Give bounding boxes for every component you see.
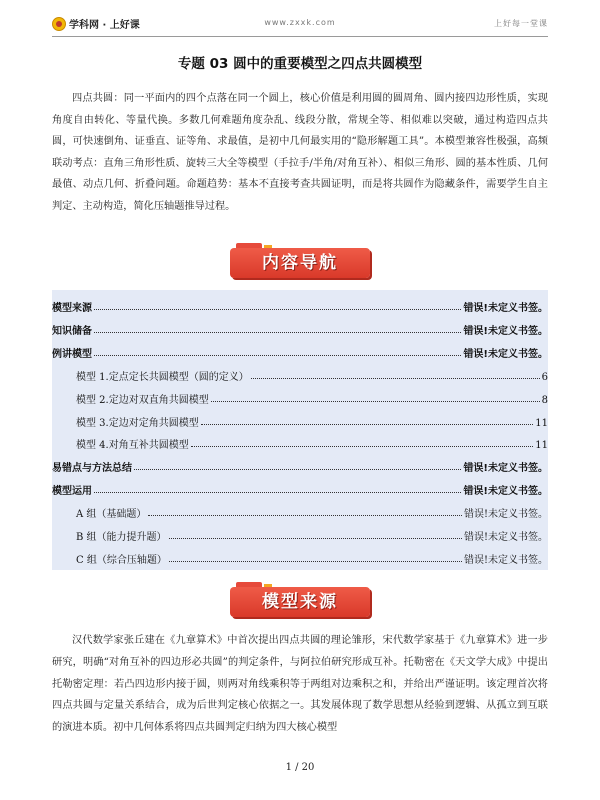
toc-entry-page: 错误!未定义书签。 — [463, 532, 548, 543]
toc-dot-leader — [169, 561, 462, 562]
toc-entry[interactable] — [52, 546, 548, 566]
toc-dot-leader — [94, 332, 461, 333]
toc-entry-page: 错误!未定义书签。 — [463, 463, 548, 475]
toc-entry[interactable] — [52, 317, 548, 337]
toc-entry-label: 模型来源 — [52, 303, 92, 314]
toc-entry-label: 知识储备 — [52, 325, 92, 337]
site-url[interactable]: www.zxxk.com — [264, 18, 336, 27]
toc-dot-leader — [169, 538, 462, 539]
toc-banner — [230, 248, 370, 278]
toc-entry-page: 错误!未定义书签。 — [463, 303, 548, 314]
toc-dot-leader — [134, 469, 461, 470]
toc-entry-page: 错误!未定义书签。 — [463, 509, 548, 521]
table-of-contents — [52, 290, 548, 570]
toc-entry[interactable] — [52, 294, 548, 314]
toc-entry-label: A 组（基础题） — [76, 509, 147, 521]
source-banner — [230, 587, 370, 617]
toc-entry[interactable] — [52, 409, 548, 429]
toc-entry-page: 错误!未定义书签。 — [463, 325, 548, 337]
toc-entry-label: C 组（综合压轴题） — [76, 554, 167, 566]
toc-entry-page: 11 — [535, 440, 548, 452]
toc-entry-label: 模型 2.定边对双直角共圆模型 — [76, 394, 209, 406]
page-header — [52, 14, 548, 36]
source-paragraph: 汉代数学家张丘建在《九章算术》中首次提出四点共圆的理论雏形，宋代数学家基于《九章算术》进一步研究，明确“对角互补的四边形必共圆”的判定条件，与阿拉伯研究形成互补。托勒密在《天文学大成》中提出托勒密定理：若凸四边形内接于圆，则两对角线乘积等于两组对边乘积之和，并给出严谨证明。该定理首次将四点共圆与定量关系结合，成为后世判定核心依据之一。其发展体现了数学思想从经验到逻辑、从孤立到互联的演进本质。初中几何体系将四点共圆判定归纳为四大核心模型 — [52, 635, 548, 734]
toc-entry-page: 6 — [541, 371, 548, 383]
toc-entry-page: 错误!未定义书签。 — [463, 486, 548, 498]
intro-paragraph: 四点共圆：同一平面内的四个点落在同一个圆上，核心价值是利用圆的圆周角、圆内接四边形性质，实现角度自由转化、等量代换。多数几何难题角度杂乱、线段分散，常规全等、相似难以突破，通过构造四点共圆，可快速倒角、证垂直、证等角、求最值，是初中几何最实用的“隐形解题工具”。本模型兼容性极强，高频联动考点：直角三角形性质、旋转三大全等模型（手拉手/半角/对角互补）、相似三角形、圆的基本性质、几何最值、动点几何、折叠问题。命题趋势：基本不直接考查共圆证明，而是将共圆作为隐藏条件，需要学生自主判定、主动构造，简化压轴题推导过程。 — [52, 93, 548, 212]
toc-dot-leader — [191, 446, 534, 447]
toc-entry[interactable] — [52, 454, 548, 474]
toc-entry[interactable] — [52, 386, 548, 406]
toc-entry-page: 错误!未定义书签。 — [463, 348, 548, 360]
toc-dot-leader — [211, 401, 540, 402]
toc-entry[interactable] — [52, 431, 548, 451]
document-title: 专题 03 圆中的重要模型之四点共圆模型 — [177, 56, 423, 72]
toc-dot-leader — [148, 515, 462, 516]
toc-dot-leader — [251, 378, 540, 379]
page-number: 1 / 20 — [285, 762, 315, 773]
source-banner-label: 模型来源 — [262, 592, 338, 612]
toc-entry-label: 模型运用 — [52, 486, 92, 498]
toc-entry-page: 错误!未定义书签。 — [463, 554, 548, 566]
toc-entry-label: 模型 4.对角互补共圆模型 — [76, 440, 189, 452]
toc-entry-page: 8 — [541, 394, 548, 406]
toc-entry-label: 模型 3.定边对定角共圆模型 — [76, 417, 199, 429]
toc-entry[interactable] — [52, 500, 548, 520]
toc-entry-label: 模型 1.定点定长共圆模型（圆的定义） — [76, 371, 249, 383]
toc-dot-leader — [94, 492, 461, 493]
toc-entry-label: 易错点与方法总结 — [52, 463, 132, 475]
toc-entry-label: B 组（能力提升题） — [76, 532, 167, 543]
toc-dot-leader — [94, 355, 461, 356]
toc-entry[interactable] — [52, 477, 548, 497]
toc-entry[interactable] — [52, 363, 548, 383]
toc-dot-leader — [94, 309, 461, 310]
toc-entry[interactable] — [52, 523, 548, 543]
logo-text: 学科网 · 上好课 — [69, 20, 140, 31]
toc-entry[interactable] — [52, 340, 548, 360]
header-slogan: 上好每一堂课 — [494, 19, 548, 28]
toc-dot-leader — [201, 424, 534, 425]
header-divider — [52, 36, 548, 37]
toc-banner-label: 内容导航 — [262, 253, 338, 273]
toc-entry-label: 例讲模型 — [52, 348, 92, 360]
toc-entry-page: 11 — [535, 417, 548, 429]
